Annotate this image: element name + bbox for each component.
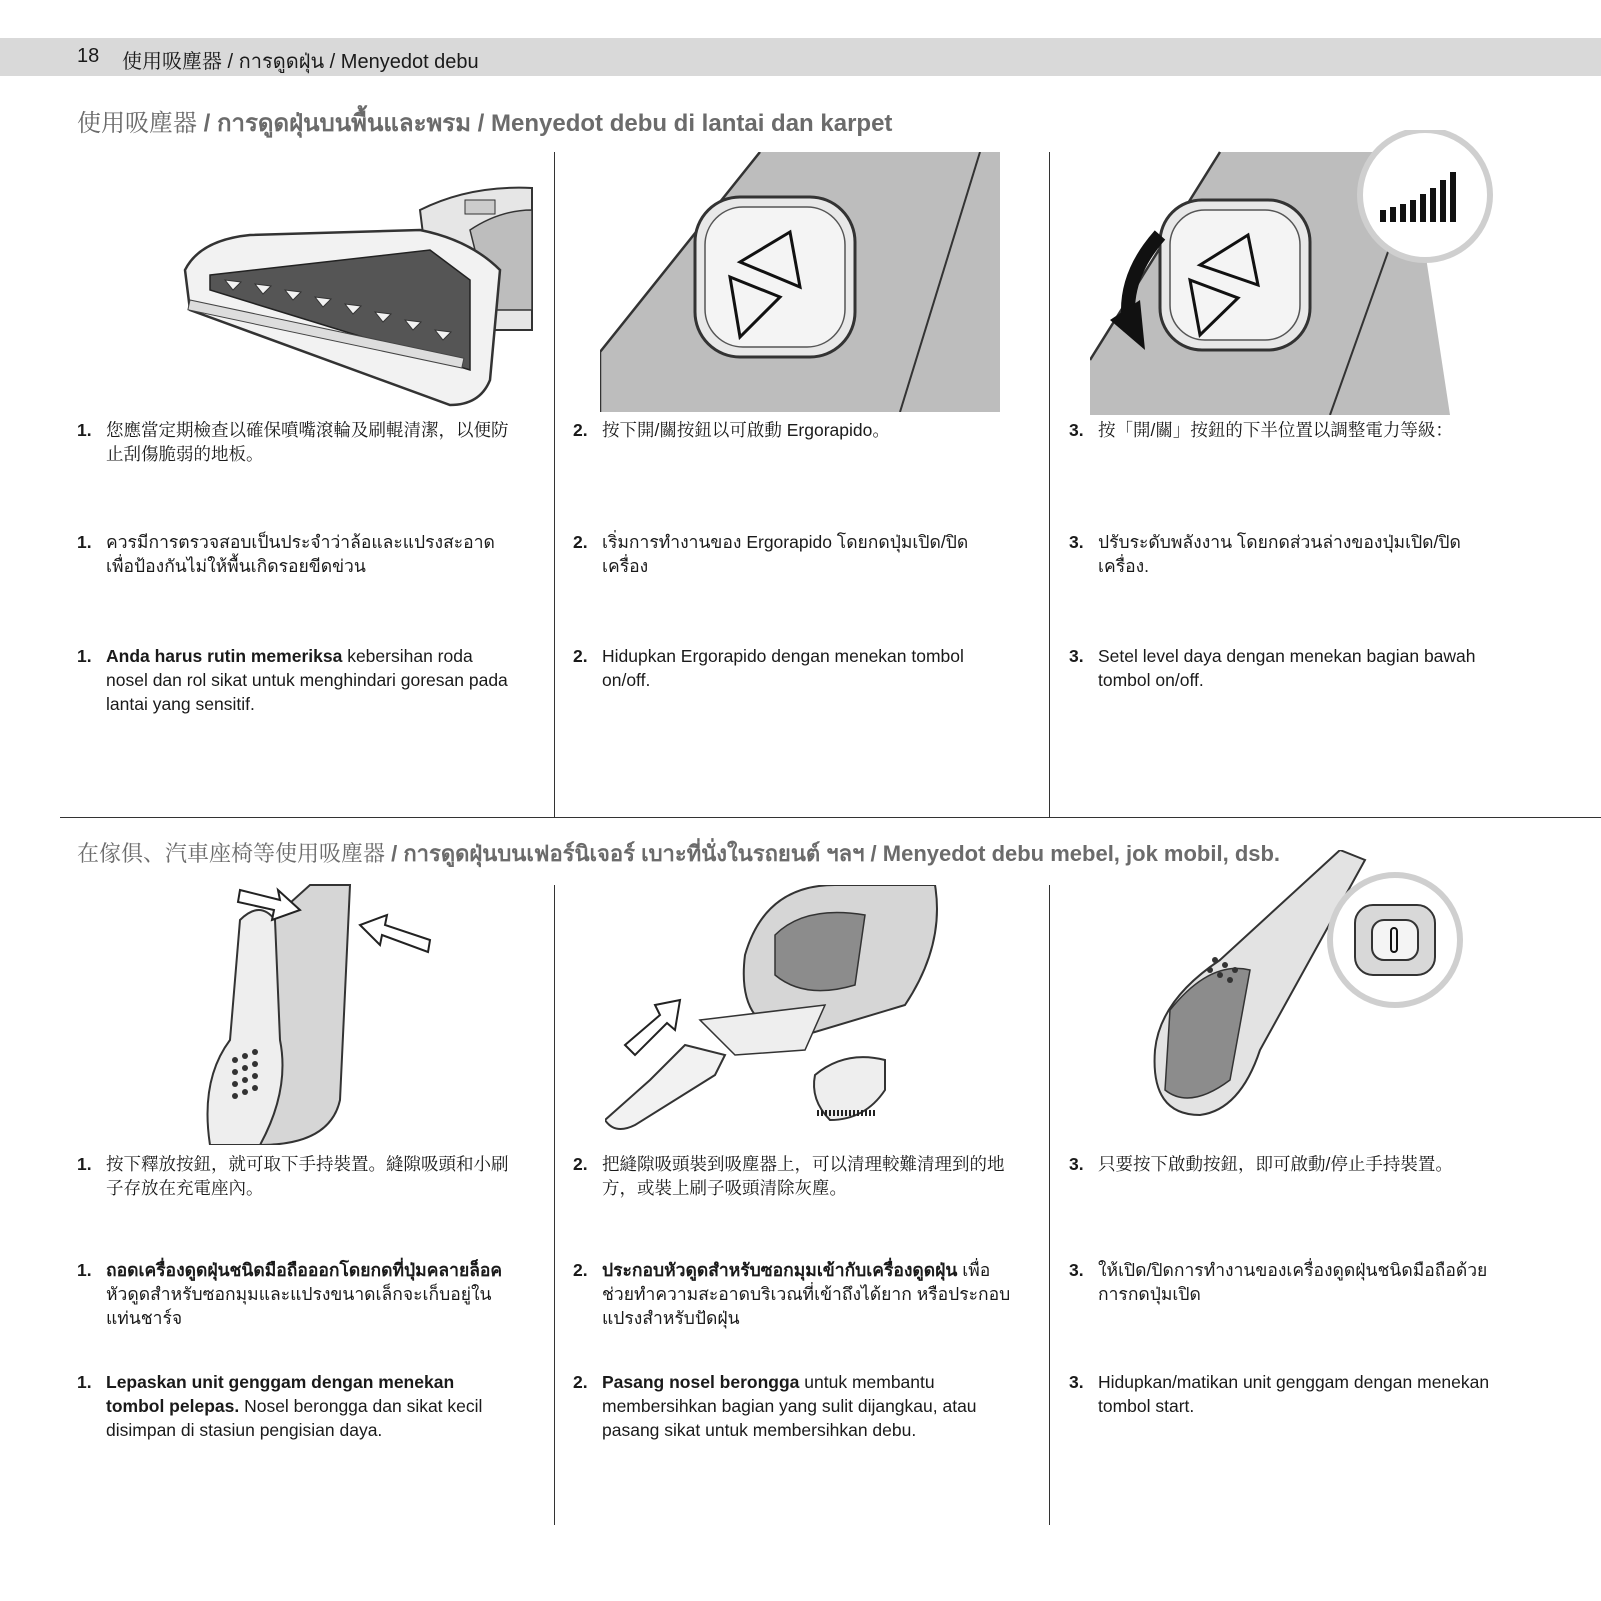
step2-3-th: 3. ให้เปิด/ปิดการทำงานของเครื่องดูดฝุ่นชนิดมือถือด้วยการกดปุ่มเปิด [1069,1260,1488,1304]
step2-1-id: 1. Lepaskan unit genggam dengan menekan tombol pelepas. Nosel berongga dan sikat kecil disimpan di stasiun pengisian daya. [77,1372,483,1440]
column-divider [1049,885,1050,1525]
step-3-zh: 3. 按「開/關」按鈕的下半位置以調整電力等級： [1069,420,1453,440]
page-number: 18 [77,45,100,67]
step-1-th: 1. ควรมีการตรวจสอบเป็นประจำว่าล้อและแปรงสะอาด เพื่อป้องกันไม่ให้พื้นเกิดรอยขีดข่วน [77,532,495,576]
handheld-start-illustration [1140,850,1480,1120]
step-2-zh: 2. 按下開/關按鈕以可啟動 Ergorapido。 [573,420,890,440]
section1-title-zh: 使用吸塵器 [77,110,197,137]
step2-1-zh: 1. 按下釋放按鈕，就可取下手持裝置。縫隙吸頭和小刷子存放在充電座內。 [77,1154,509,1198]
column-divider [1049,152,1050,817]
step-2-th: 2. เริ่มการทำงานของ Ergorapido โดยกดปุ่มเปิด/ปิดเครื่อง [573,532,969,576]
column-divider [554,152,555,817]
step-1-zh: 1. 您應當定期檢查以確保噴嘴滾輪及刷輥清潔，以便防止刮傷脆弱的地板。 [77,420,509,464]
floor-nozzle-illustration [170,180,540,410]
step2-2-th: 2. ประกอบหัวดูดสำหรับซอกมุมเข้ากับเครื่องดูดฝุ่น เพื่อช่วยทำความสะอาดบริเวณที่เข้าถึงได้ยาก หรือประกอบแปรงสำหรับปัดฝุ่น [573,1260,1011,1328]
header-title: 使用吸塵器 / การดูดฝุ่น / Menyedot debu [122,51,479,73]
section-divider [60,817,1601,818]
step2-3-id: 3. Hidupkan/matikan unit genggam dengan menekan tombol start. [1069,1372,1490,1416]
power-level-illustration [1090,130,1510,415]
section2-title-rest: / การดูดฝุ่นบนเฟอร์นิเจอร์ เบาะที่นั่งในรถยนต์ ฯลฯ / Menyedot debu mebel, jok mobil, dsb. [385,841,1281,866]
section1-title-rest: / การดูดฝุ่นบนพื้นและพรม / Menyedot debu di lantai dan karpet [197,110,893,137]
section2-title-zh: 在傢俱、汽車座椅等使用吸塵器 [77,841,386,866]
page-header [0,38,1601,76]
power-button-illustration [600,152,1000,412]
column-divider [554,885,555,1525]
step-3-id: 3. Setel level daya dengan menekan bagian bawah tombol on/off. [1069,646,1476,690]
crevice-tool-illustration [605,885,985,1140]
step2-1-th: 1. ถอดเครื่องดูดฝุ่นชนิดมือถือออกโดยกดที่ปุ่มคลายล็อค หัวดูดสำหรับซอกมุมและแปรงขนาดเล็กจะเก็บอยู่ในแท่นชาร์จ [77,1260,503,1328]
step-1-id: 1. Anda harus rutin memeriksa kebersihan roda nosel dan rol sikat untuk menghindari goresan pada lantai yang sensitif. [77,646,508,714]
step2-3-zh: 3. 只要按下啟動按鈕，即可啟動/停止手持裝置。 [1069,1154,1453,1174]
handheld-release-illustration [200,880,440,1145]
step-3-th: 3. ปรับระดับพลังงาน โดยกดส่วนล่างของปุ่มเปิด/ปิดเครื่อง. [1069,532,1461,576]
step2-2-id: 2. Pasang nosel berongga untuk membantu membersihkan bagian yang sulit dijangkau, atau pasang sikat untuk membersihkan debu. [573,1372,977,1440]
section1-title [77,103,892,142]
step-2-id: 2. Hidupkan Ergorapido dengan menekan tombol on/off. [573,646,964,690]
section2-title [77,836,1280,871]
step2-2-zh: 2. 把縫隙吸頭裝到吸塵器上，可以清理較難清理到的地方，或裝上刷子吸頭清除灰塵。 [573,1154,1005,1198]
